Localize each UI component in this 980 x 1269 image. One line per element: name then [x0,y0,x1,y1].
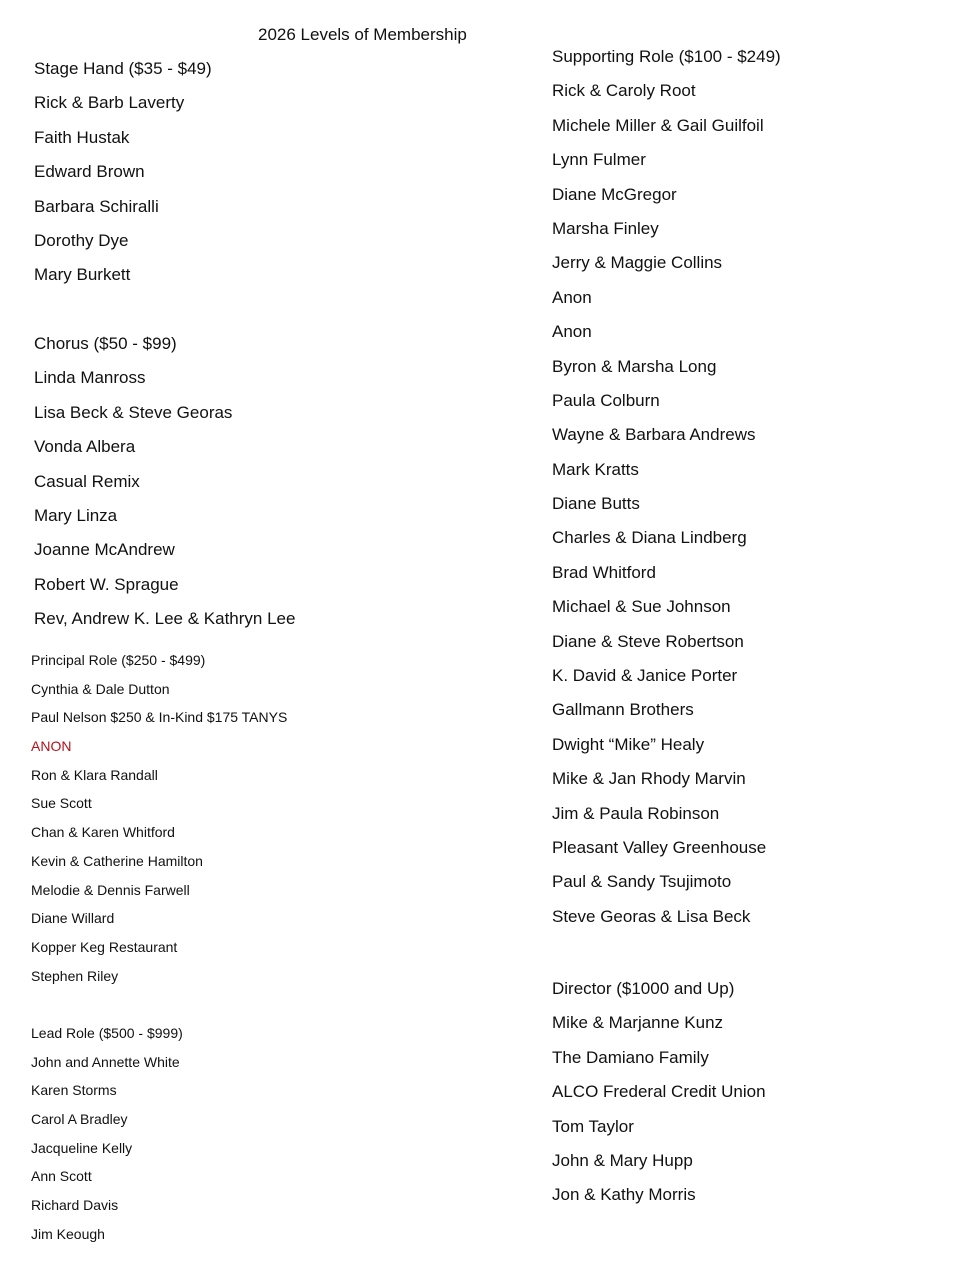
list-item: Cynthia & Dale Dutton [31,680,170,697]
list-item: Anon [552,287,592,307]
list-item: Melodie & Dennis Farwell [31,881,190,898]
chorus-heading: Chorus ($50 - $99) [34,334,177,353]
list-item: Carol A Bradley [31,1111,128,1128]
lead-role-heading: Lead Role ($500 - $999) [31,1025,183,1041]
list-item: Mike & Marjanne Kunz [552,1013,724,1033]
list-item: Diane Butts [552,494,640,514]
list-item: Charles & Diana Lindberg [552,528,747,548]
list-item: Vonda Albera [34,437,136,457]
list-item: Mary Linza [34,505,118,525]
list-item: Brad Whitford [552,562,656,582]
list-item: Tom Taylor [552,1116,634,1136]
list-item: Diane McGregor [552,184,677,204]
list-item: Kevin & Catherine Hamilton [31,852,203,869]
director-heading: Director ($1000 and Up) [552,979,735,998]
list-item: Mary Burkett [34,265,131,285]
list-item: K. David & Janice Porter [552,666,738,686]
list-item: Michele Miller & Gail Guilfoil [552,115,764,135]
list-item: Byron & Marsha Long [552,356,717,376]
list-item: Paul Nelson $250 & In-Kind $175 TANYS [31,709,288,726]
list-item: Anon [552,322,592,342]
list-item: Jim & Paula Robinson [552,803,720,823]
list-item: Jim Keough [31,1225,105,1242]
list-item: ALCO Frederal Credit Union [552,1082,766,1102]
list-item: Linda Manross [34,368,146,388]
chorus-section [34,333,295,643]
list-item: Jon & Kathy Morris [552,1185,696,1205]
list-item: Rick & Caroly Root [552,81,696,101]
list-item: Richard Davis [31,1197,119,1214]
list-item: Michael & Sue Johnson [552,597,731,617]
list-item: Casual Remix [34,471,140,491]
list-item: Mike & Jan Rhody Marvin [552,769,746,789]
list-item: Rev, Andrew K. Lee & Kathryn Lee [34,609,296,629]
stage-hand-section [34,58,212,299]
list-item: Ann Scott [31,1168,92,1185]
list-item: Barbara Schiralli [34,196,159,216]
list-item: Robert W. Sprague [34,574,179,594]
supporting-role-heading: Supporting Role ($100 - $249) [552,47,781,66]
list-item: Wayne & Barbara Andrews [552,425,756,445]
list-item: Jacqueline Kelly [31,1139,133,1156]
list-item: Dwight “Mike” Healy [552,734,705,754]
list-item: Edward Brown [34,162,145,182]
page-title: 2026 Levels of Membership [258,25,467,44]
list-item: The Damiano Family [552,1047,709,1067]
list-item: John and Annette White [31,1053,180,1070]
list-item: Steve Georas & Lisa Beck [552,906,751,926]
list-item: Lynn Fulmer [552,150,646,170]
list-item: Joanne McAndrew [34,540,175,560]
supporting-role-section [552,46,781,940]
list-item: Jerry & Maggie Collins [552,253,723,273]
list-item: Ron & Klara Randall [31,766,158,783]
list-item: Mark Kratts [552,459,639,479]
list-item: Gallmann Brothers [552,700,694,720]
list-item: Pleasant Valley Greenhouse [552,837,767,857]
list-item: John & Mary Hupp [552,1150,693,1170]
list-item: Paula Colburn [552,390,660,410]
list-item: Marsha Finley [552,218,659,238]
list-item: Sue Scott [31,795,92,812]
stage-hand-heading: Stage Hand ($35 - $49) [34,59,212,78]
list-item: Kopper Keg Restaurant [31,938,178,955]
principal-role-heading: Principal Role ($250 - $499) [31,652,206,668]
list-item: Stephen Riley [31,967,119,984]
principal-role-section [31,651,287,995]
list-item: Karen Storms [31,1082,117,1099]
lead-role-section [31,1024,183,1254]
list-item: Faith Hustak [34,127,130,147]
list-item: Rick & Barb Laverty [34,93,185,113]
list-item: Chan & Karen Whitford [31,824,175,841]
list-item: Dorothy Dye [34,230,129,250]
list-item: Paul & Sandy Tsujimoto [552,872,732,892]
list-item: Diane & Steve Robertson [552,631,744,651]
list-item: Lisa Beck & Steve Georas [34,402,233,422]
list-item: Diane Willard [31,910,115,927]
anon-highlight-item: ANON [31,738,72,755]
director-section [552,978,766,1219]
